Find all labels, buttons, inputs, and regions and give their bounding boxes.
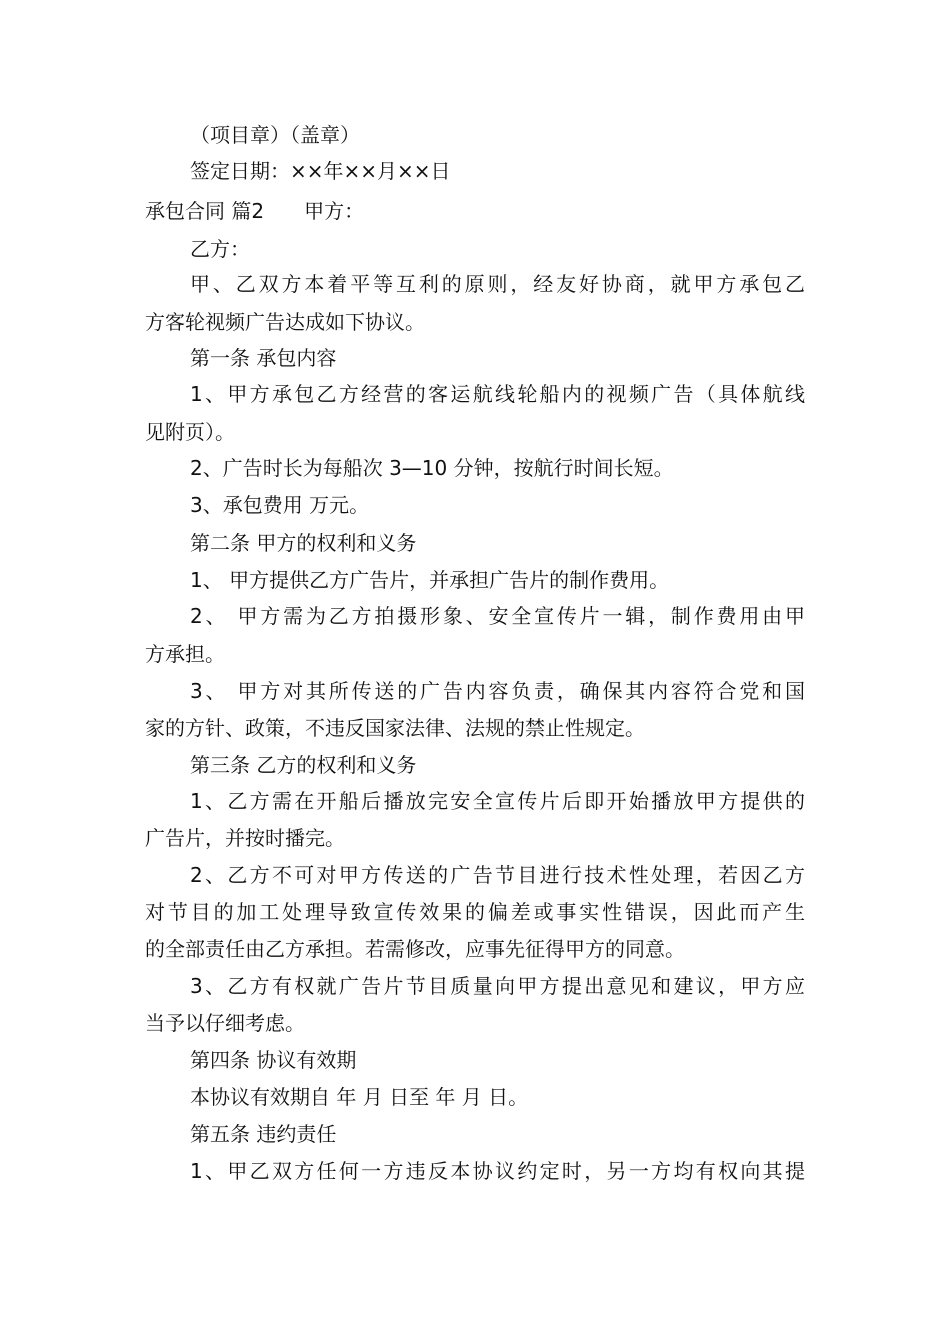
article-1-item-2: 2、广告时长为每船次 3—10 分钟，按航行时间长短。 [190,456,674,480]
article-4-body: 本协议有效期自 年 月 日至 年 月 日。 [190,1085,529,1109]
seal-line: （项目章）（盖章） [190,123,360,147]
article-5-heading: 第五条 违约责任 [190,1122,337,1146]
article-3-item-2-line-1: 2、乙方不可对甲方传送的广告节目进行技术性处理，若因乙方 [190,863,805,887]
article-3-heading: 第三条 乙方的权利和义务 [190,753,417,777]
article-2-item-3-line-1: 3、 甲方对其所传送的广告内容负责，确保其内容符合党和国 [190,679,805,703]
contract-heading: 承包合同 篇2 甲方： [145,199,365,223]
party-b-line: 乙方： [190,237,250,261]
preamble-line-2: 方客轮视频广告达成如下协议。 [145,310,425,334]
article-4-heading: 第四条 协议有效期 [190,1048,357,1072]
article-1-item-1-line-2: 见附页）。 [145,420,235,444]
article-3-item-2-line-3: 的全部责任由乙方承担。若需修改，应事先征得甲方的同意。 [145,937,685,961]
article-2-heading: 第二条 甲方的权利和义务 [190,531,417,555]
article-5-item-1-line-1: 1、甲乙双方任何一方违反本协议约定时，另一方均有权向其提 [190,1159,805,1183]
article-3-item-3-line-1: 3、乙方有权就广告片节目质量向甲方提出意见和建议，甲方应 [190,974,805,998]
article-2-item-1: 1、 甲方提供乙方广告片，并承担广告片的制作费用。 [190,568,670,592]
article-3-item-2-line-2: 对节目的加工处理导致宣传效果的偏差或事实性错误，因此而产生 [145,900,805,924]
article-3-item-3-line-2: 当予以仔细考虑。 [145,1011,305,1035]
article-3-item-1-line-1: 1、乙方需在开船后播放完安全宣传片后即开始播放甲方提供的 [190,789,805,813]
sign-date-line: 签定日期：××年××月××日 [190,159,451,183]
preamble-line-1: 甲、乙双方本着平等互利的原则，经友好协商，就甲方承包乙 [190,272,805,296]
article-1-item-1-line-1: 1、甲方承包乙方经营的客运航线轮船内的视频广告（具体航线 [190,382,805,406]
article-3-item-1-line-2: 广告片，并按时播完。 [145,826,345,850]
article-2-item-2-line-2: 方承担。 [145,642,225,666]
article-1-heading: 第一条 承包内容 [190,346,337,370]
article-2-item-3-line-2: 家的方针、政策，不违反国家法律、法规的禁止性规定。 [145,716,645,740]
article-1-item-3: 3、承包费用 万元。 [190,493,370,517]
article-2-item-2-line-1: 2、 甲方需为乙方拍摄形象、安全宣传片一辑，制作费用由甲 [190,604,805,628]
